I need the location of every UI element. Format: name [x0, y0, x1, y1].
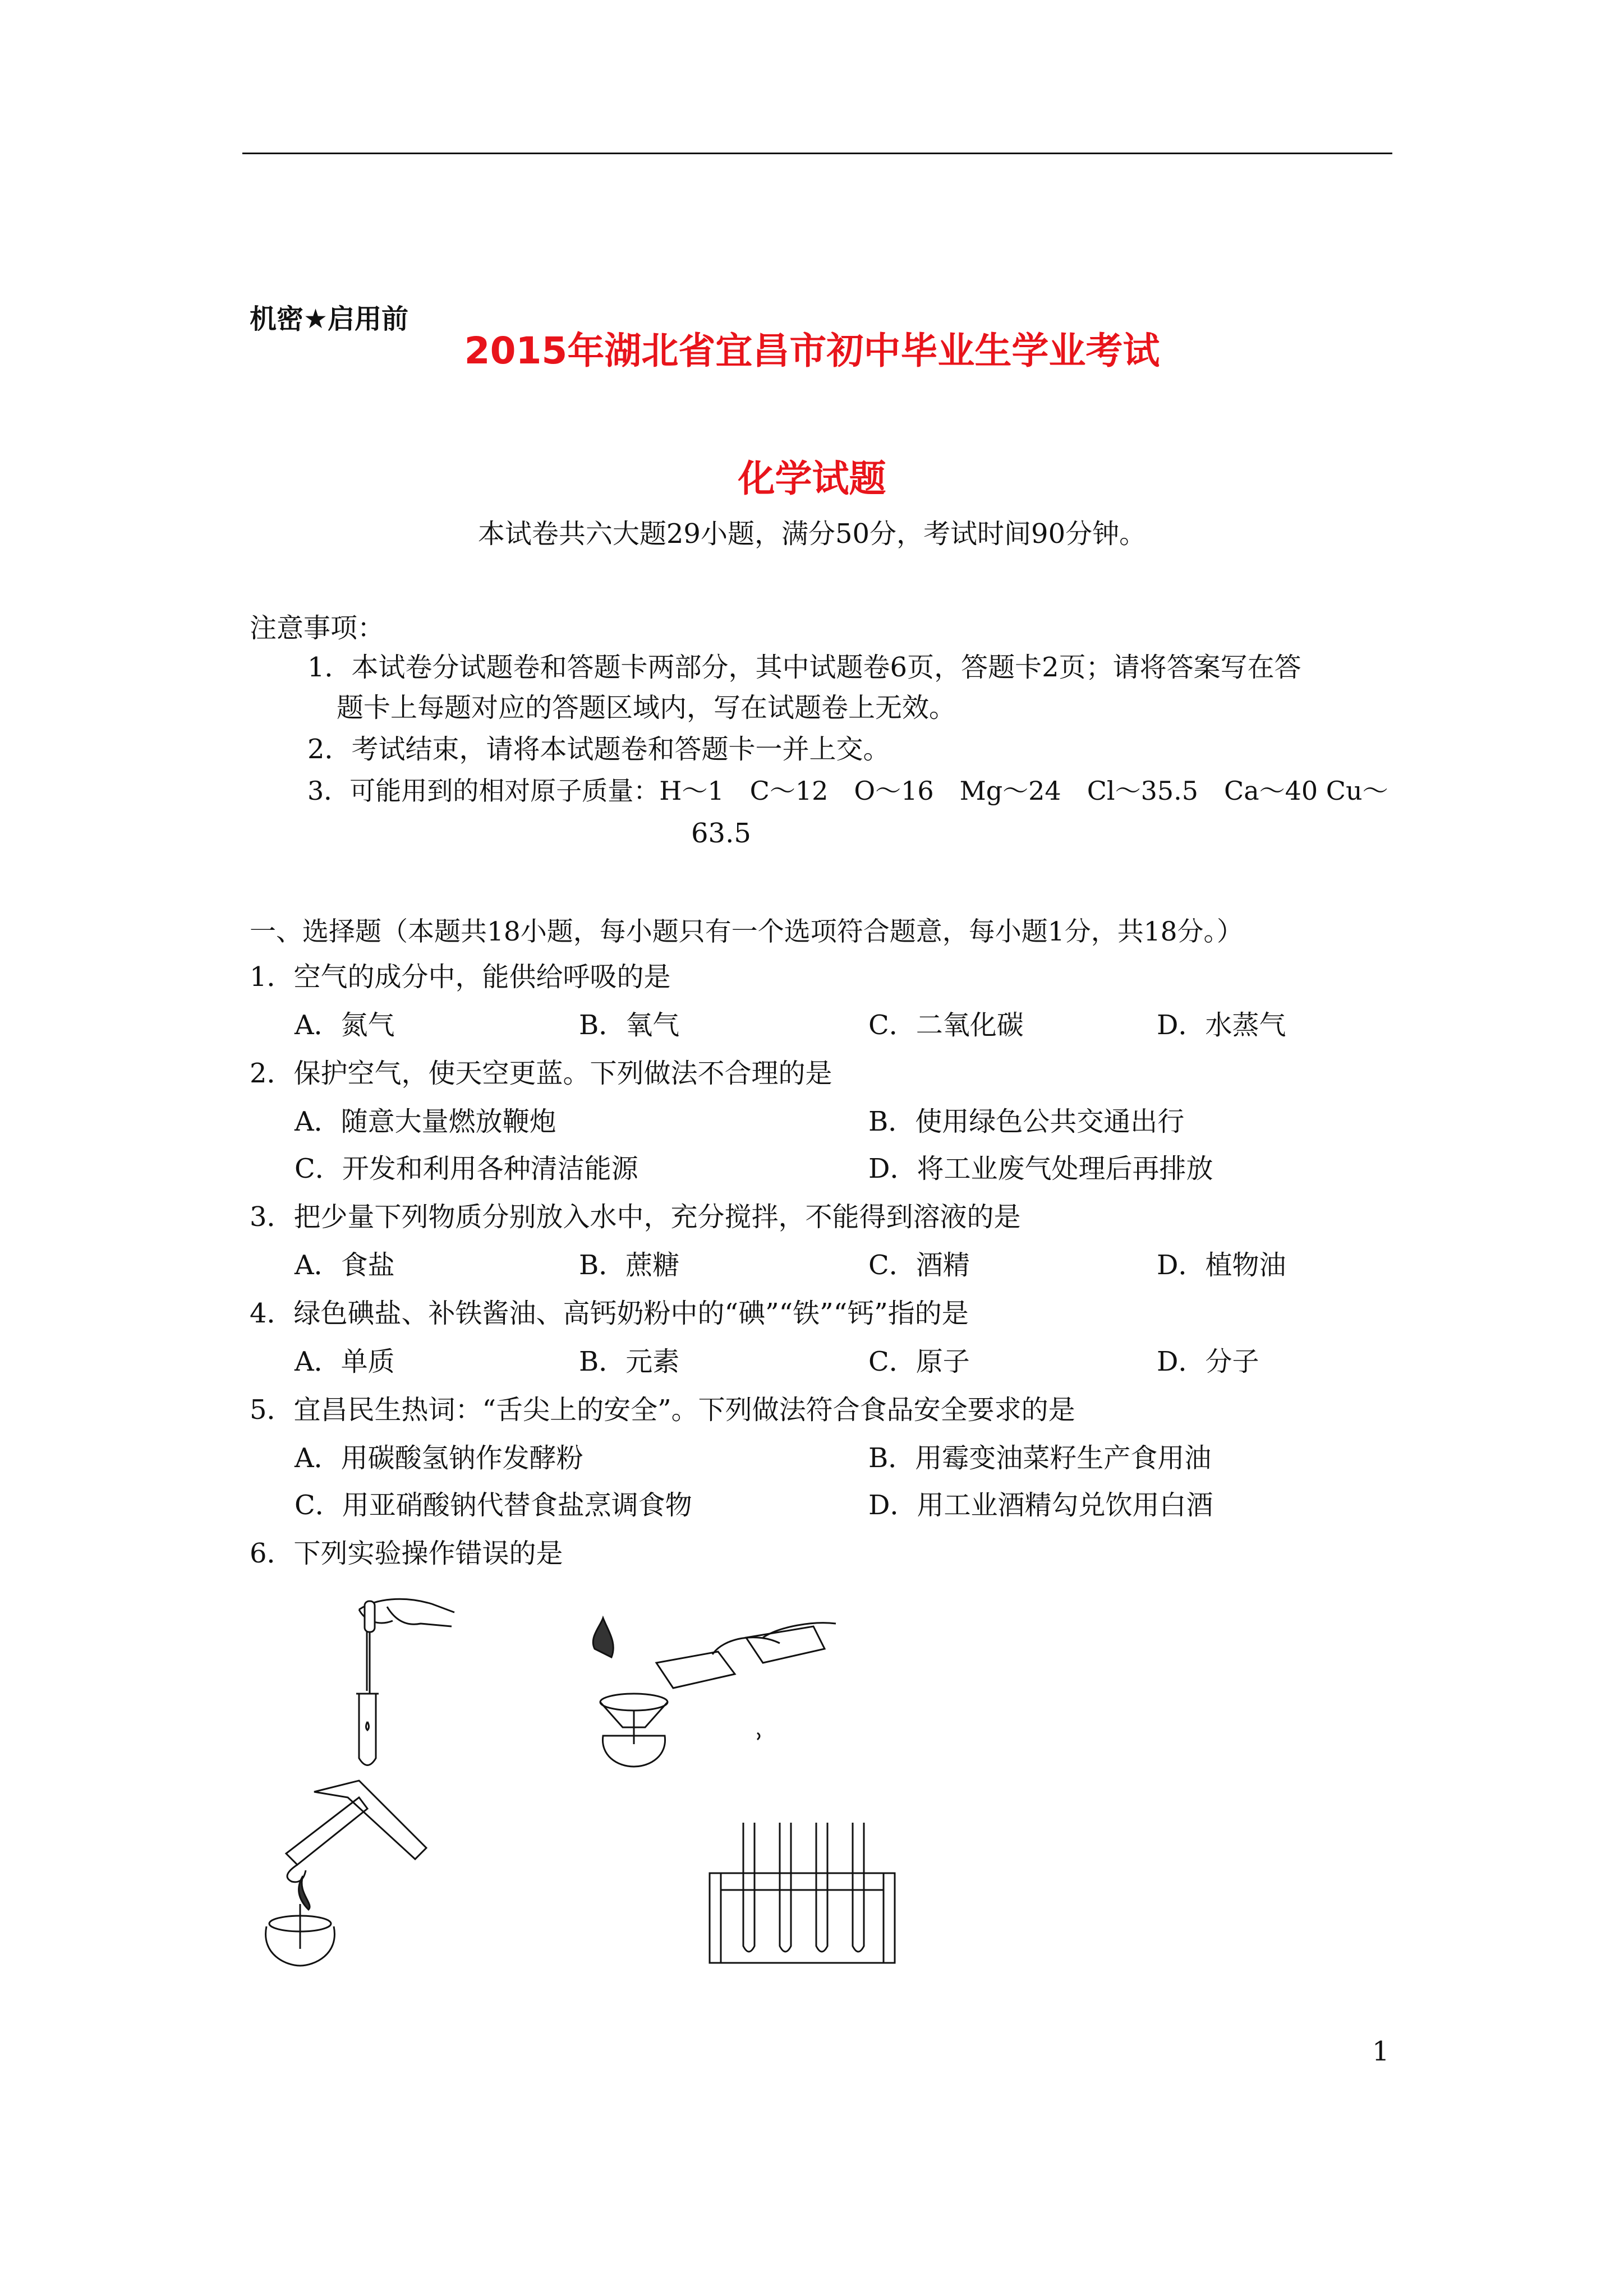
option-c: C．用亚硝酸钠代替食盐烹调食物 [295, 1490, 692, 1521]
note-item: 3．可能用到的相对原子质量：H～1 C～12 O～16 Mg～24 Cl～35.5 Ca～40 Cu～ [307, 776, 1388, 806]
question-stem: 1．空气的成分中，能供给呼吸的是 [250, 961, 671, 993]
option-d: D．将工业废气处理后再排放 [868, 1153, 1213, 1184]
option-d: D．分子 [1157, 1346, 1259, 1377]
exam-intro: 本试卷共六大题29小题，满分50分，考试时间90分钟。 [477, 518, 1147, 550]
note-item: 2．考试结束，请将本试题卷和答题卡一并上交。 [307, 734, 890, 765]
question-stem: 4．绿色碘盐、补铁酱油、高钙奶粉中的“碘”“铁”“钙”指的是 [250, 1298, 969, 1329]
option-b: B．元素 [579, 1346, 680, 1377]
test-tube-heating-illustration [247, 1769, 438, 1971]
option-a: A．氮气 [295, 1009, 395, 1041]
note-item: 题卡上每题对应的答题区域内，写在试题卷上无效。 [337, 692, 956, 723]
option-a: A．随意大量燃放鞭炮 [295, 1106, 556, 1137]
option-a: A．单质 [295, 1346, 395, 1377]
header-rule [242, 153, 1392, 154]
subject-title: 化学试题 [738, 457, 886, 500]
option-b: B．使用绿色公共交通出行 [868, 1106, 1185, 1137]
note-item: 63.5 [691, 818, 751, 849]
option-b: B．氧气 [579, 1009, 680, 1041]
option-a: A．食盐 [295, 1250, 395, 1281]
note-item: 1．本试卷分试题卷和答题卡两部分，其中试题卷6页，答题卡2页；请将答案写在答 [307, 652, 1301, 683]
classification-label: 机密★启用前 [250, 303, 409, 335]
option-c: C．原子 [868, 1346, 970, 1377]
option-d: D．水蒸气 [1157, 1009, 1286, 1041]
option-c: C．酒精 [868, 1250, 970, 1281]
page-number: 1 [1372, 2036, 1390, 2067]
option-b: B．蔗糖 [579, 1250, 680, 1281]
alcohol-lamp-lighting-illustration [578, 1615, 841, 1783]
option-b: B．用霉变油菜籽生产食用油 [868, 1442, 1212, 1474]
option-a: A．用碳酸氢钠作发酵粉 [295, 1442, 583, 1474]
question-stem: 6．下列实验操作错误的是 [250, 1538, 563, 1569]
question-stem: 3．把少量下列物质分别放入水中，充分搅拌，不能得到溶液的是 [250, 1201, 1021, 1233]
exam-title: 2015年湖北省宜昌市初中毕业生学业考试 [464, 329, 1160, 372]
dropper-test-tube-illustration [325, 1587, 460, 1778]
question-stem: 2．保护空气，使天空更蓝。下列做法不合理的是 [250, 1058, 832, 1089]
option-c: C．开发和利用各种清洁能源 [295, 1153, 638, 1184]
option-c: C．二氧化碳 [868, 1009, 1024, 1041]
section-heading: 一、选择题（本题共18小题，每小题只有一个选项符合题意，每小题1分，共18分。） [250, 916, 1244, 947]
question-stem: 5．宜昌民生热词：“舌尖上的安全”。下列做法符合食品安全要求的是 [250, 1394, 1075, 1426]
test-tube-rack-illustration [704, 1817, 900, 1974]
option-d: D．用工业酒精勾兑饮用白酒 [868, 1490, 1213, 1521]
option-d: D．植物油 [1157, 1250, 1286, 1281]
notes-heading: 注意事项： [250, 612, 385, 644]
